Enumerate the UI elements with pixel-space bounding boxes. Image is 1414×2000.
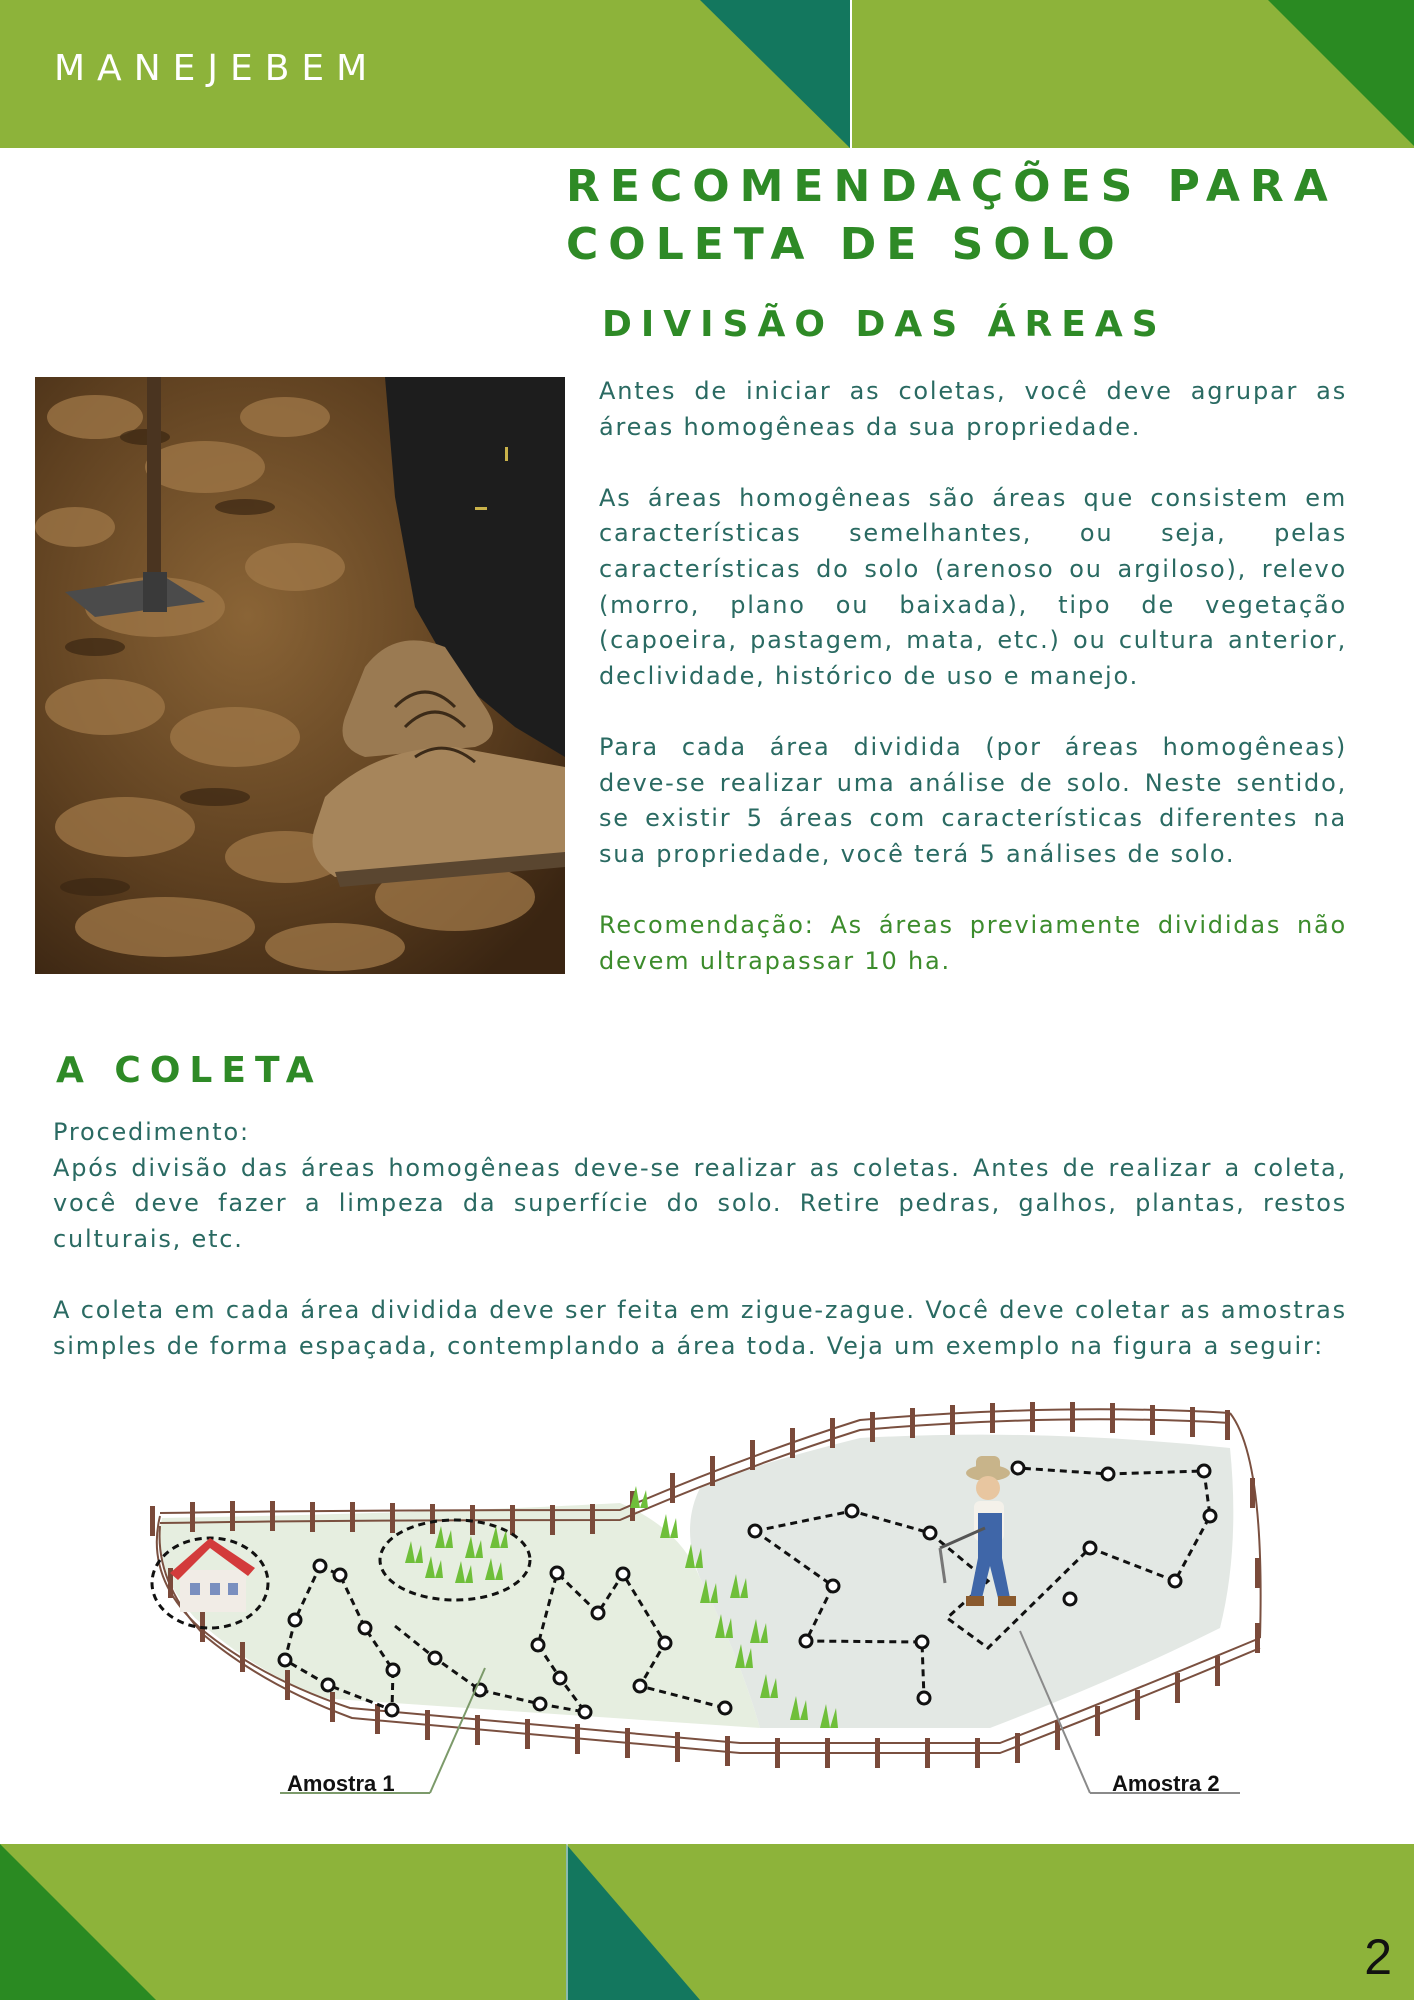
footer-band (0, 1844, 1414, 2000)
label-amostra-2: Amostra 2 (1112, 1771, 1220, 1796)
divisao-paragraph-3: Para cada área dividida (por áreas homogêneas) deve-se realizar uma análise de solo. Neste sentido, se existir 5 áreas com características diferentes na sua propriedade, você terá 5 análises de solo. (599, 732, 1347, 868)
header-teal-triangle (700, 0, 850, 148)
divisao-paragraph-1: Antes de iniciar as coletas, você deve agrupar as áreas homogêneas da sua propriedade. (599, 377, 1347, 441)
divisao-paragraph-2: As áreas homogêneas são áreas que consistem em características semelhantes, ou seja, pelas características do solo (arenoso ou argiloso), relevo (morro, plano ou baixada), tipo de vegetação (capoeira, pastagem, mata, etc.) ou cultura anterior, declividade, histórico de uso e manejo. (599, 483, 1347, 690)
recommendation-text: Recomendação: As áreas previamente divididas não devem ultrapassar 10 ha. (599, 910, 1347, 975)
page-title: RECOMENDAÇÕES PARA COLETA DE SOLO (566, 161, 1338, 270)
area-2-field (690, 1435, 1233, 1728)
label-amostra-1: Amostra 1 (287, 1771, 395, 1796)
soil-photo (35, 377, 565, 974)
soil-photo-illustration (35, 377, 565, 974)
header-divider (850, 0, 852, 148)
footer-decoration (0, 1844, 1414, 2000)
divisao-text (599, 374, 1347, 1015)
coleta-paragraph-2: A coleta em cada área dividida deve ser feita em zigue-zague. Você deve coletar as amostras simples de forma espaçada, contemplando a área toda. Veja um exemplo na figura a seguir: (53, 1295, 1347, 1360)
sampling-field-figure (140, 1398, 1270, 1808)
procedure-label: Procedimento: (53, 1118, 250, 1146)
coleta-paragraph-1: Após divisão das áreas homogêneas deve-se realizar as coletas. Antes de realizar a coleta, você deve fazer a limpeza da superfície do solo. Retire pedras, galhos, plantas, restos culturais, etc. (53, 1153, 1347, 1253)
footer-green-triangle (0, 1844, 156, 2000)
coleta-text (53, 1115, 1347, 1400)
section-heading-coleta: A COLETA (56, 1050, 323, 1091)
footer-teal-triangle (566, 1844, 700, 2000)
section-heading-divisao: DIVISÃO DAS ÁREAS (602, 304, 1167, 345)
page-number: 2 (1364, 1929, 1392, 1985)
brand-name: MANEJEBEM (54, 48, 380, 89)
header-green-triangle (1268, 0, 1414, 146)
